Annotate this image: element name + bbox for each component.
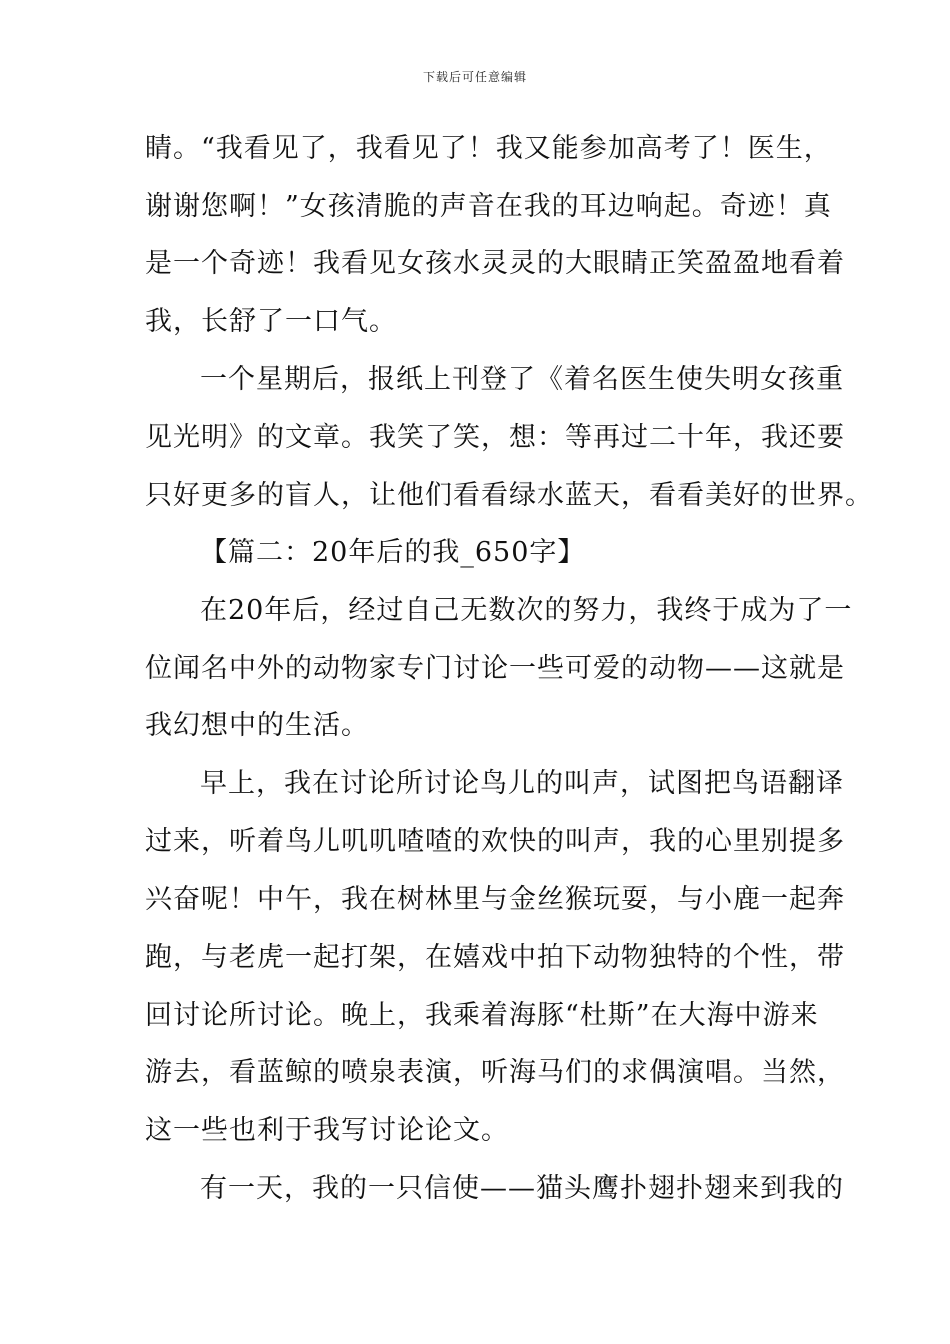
text-line-content: 我，长舒了一口气。 xyxy=(145,306,397,337)
text-line-content: 早上，我在讨论所讨论鸟儿的叫声，试图把鸟语翻译 xyxy=(200,768,844,799)
paragraph-first-line xyxy=(0,582,950,640)
text-line-content: 位闻名中外的动物家专门讨论一些可爱的动物——这就是 xyxy=(145,653,845,684)
text-line-content: 睛。“我看见了，我看见了！我又能参加高考了！医生， xyxy=(145,133,832,164)
text-line xyxy=(0,697,950,755)
text-line-content: 见光明》的文章。我笑了笑，想：等再过二十年，我还要 xyxy=(145,422,845,453)
paragraph-first-line xyxy=(0,1160,950,1218)
paragraph-first-line xyxy=(0,755,950,813)
text-line xyxy=(0,871,950,929)
section-heading xyxy=(0,524,950,582)
text-line-content: 兴奋呢！中午，我在树林里与金丝猴玩耍，与小鹿一起奔 xyxy=(145,884,845,915)
text-line-content: 游去，看蓝鲸的喷泉表演，听海马们的求偶演唱。当然， xyxy=(145,1057,845,1088)
text-line xyxy=(0,813,950,871)
paragraph-first-line xyxy=(0,351,950,409)
text-line-content: 跑，与老虎一起打架，在嬉戏中拍下动物独特的个性，带 xyxy=(145,942,845,973)
text-line-content: 回讨论所讨论。晚上，我乘着海豚“杜斯”在大海中游来 xyxy=(145,1000,819,1031)
text-line-content: 在20年后，经过自己无数次的努力，我终于成为了一 xyxy=(200,595,853,626)
text-line xyxy=(0,120,950,178)
text-line xyxy=(0,235,950,293)
text-line xyxy=(0,1102,950,1160)
text-line-content: 一个星期后，报纸上刊登了《着名医生使失明女孩重 xyxy=(200,364,844,395)
text-line xyxy=(0,467,950,525)
text-line xyxy=(0,929,950,987)
section-heading-text: 【篇二：20年后的我_650字】 xyxy=(200,537,586,568)
text-line-content: 这一些也利于我写讨论论文。 xyxy=(145,1115,509,1146)
text-line xyxy=(0,409,950,467)
text-line xyxy=(0,987,950,1045)
text-line-content: 过来，听着鸟儿叽叽喳喳的欢快的叫声，我的心里别提多 xyxy=(145,826,845,857)
text-line-content: 我幻想中的生活。 xyxy=(145,710,369,741)
header-note: 下载后可任意编辑 xyxy=(422,70,527,84)
text-line xyxy=(0,178,950,236)
text-line xyxy=(0,640,950,698)
text-line-content: 谢谢您啊！”女孩清脆的声音在我的耳边响起。奇迹！真 xyxy=(145,191,832,222)
text-line xyxy=(0,293,950,351)
text-line-content: 是一个奇迹！我看见女孩水灵灵的大眼睛正笑盈盈地看着 xyxy=(145,248,845,279)
text-line-content: 只好更多的盲人，让他们看看绿水蓝天，看看美好的世界。 xyxy=(145,480,873,511)
text-line xyxy=(0,1044,950,1102)
text-line-content: 有一天，我的一只信使——猫头鹰扑翅扑翅来到我的 xyxy=(200,1173,844,1204)
